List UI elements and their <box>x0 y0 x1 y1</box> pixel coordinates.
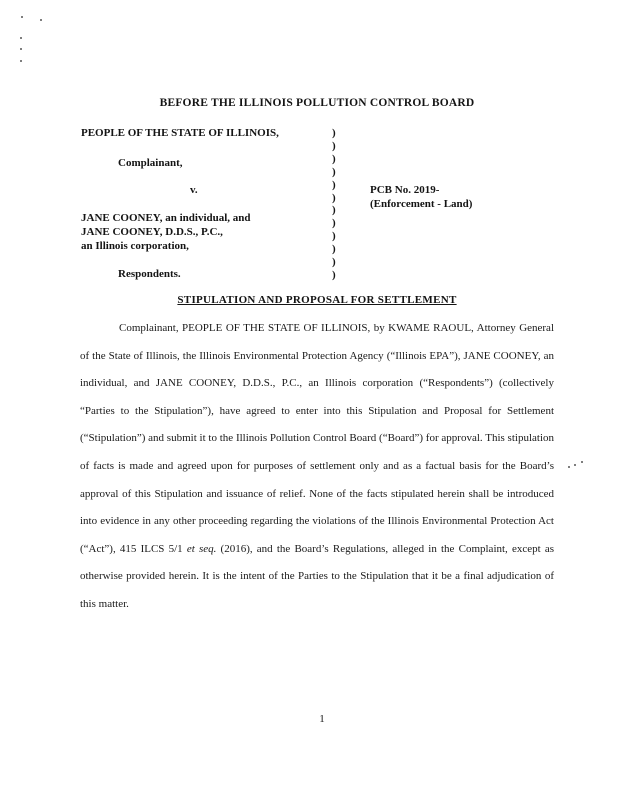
body-text-part-2: (2016), and the Board’s Regulations, alleged in the Complaint, except as otherwise provided herein. It is the intent of the Parties to the Stipulation that it be a final adjudication of this matter. <box>80 542 555 610</box>
respondent-role: Respondents. <box>118 268 181 280</box>
caption-paren: ) <box>332 268 336 281</box>
plaintiff-name: PEOPLE OF THE STATE OF ILLINOIS, <box>81 127 279 139</box>
plaintiff-role: Complainant, <box>118 157 183 169</box>
case-type: (Enforcement - Land) <box>370 198 473 210</box>
caption-paren: ) <box>332 204 336 217</box>
versus-label: v. <box>190 184 198 196</box>
page-number: 1 <box>319 713 325 725</box>
board-heading: BEFORE THE ILLINOIS POLLUTION CONTROL BOARD <box>159 97 475 109</box>
scan-speck <box>40 19 42 21</box>
caption-paren: ) <box>332 243 336 256</box>
caption-paren: ) <box>332 165 336 178</box>
respondent-line-1: JANE COONEY, an individual, and <box>81 212 251 224</box>
scan-speck <box>568 466 570 468</box>
caption-paren: ) <box>332 178 336 191</box>
caption-paren: ) <box>332 191 336 204</box>
respondent-line-2: JANE COONEY, D.D.S., P.C., <box>81 226 223 238</box>
scan-speck <box>20 60 22 62</box>
case-number-block <box>370 183 472 211</box>
caption-paren: ) <box>332 217 336 230</box>
body-paragraph <box>80 315 554 619</box>
case-number: PCB No. 2019- <box>370 184 440 196</box>
respondent-line-3: an Illinois corporation, <box>81 240 189 252</box>
caption-paren: ) <box>332 230 336 243</box>
caption-parentheses <box>332 127 336 282</box>
body-text-part-1: Complainant, PEOPLE OF THE STATE OF ILLINOIS, by KWAME RAOUL, Attorney General of the State of Illinois, the Illinois Environmental Protection Agency (“Illinois EPA”), JANE COONEY, an individual, and JANE COONEY, D.D.S., P.C., an Illinois corporation (“Respondents”) (collectively “Parties to the Stipulation”), have agreed to enter into this Stipulation and Proposal for Settlement (“Stipulation”) and submit it to the Illinois Pollution Control Board (“Board”) for approval. This stipulation of facts is made and agreed upon for purposes of settlement only and as a factual basis for the Board’s approval of this Stipulation and issuance of relief. None of the facts stipulated herein shall be introduced into evidence in any other proceeding regarding the violations of the Illinois Environmental Protection Act (“Act”), 415 ILCS 5/1 <box>80 322 554 555</box>
scan-speck <box>574 464 576 466</box>
caption-paren: ) <box>332 127 336 139</box>
caption-paren: ) <box>332 256 336 269</box>
scan-speck <box>21 16 23 18</box>
document-title: STIPULATION AND PROPOSAL FOR SETTLEMENT <box>177 294 457 306</box>
scan-speck <box>20 48 22 50</box>
scan-speck <box>581 461 583 463</box>
body-text-italic: et seq. <box>186 542 217 555</box>
scan-speck <box>20 37 22 39</box>
caption-paren: ) <box>332 139 336 152</box>
caption-paren: ) <box>332 152 336 165</box>
